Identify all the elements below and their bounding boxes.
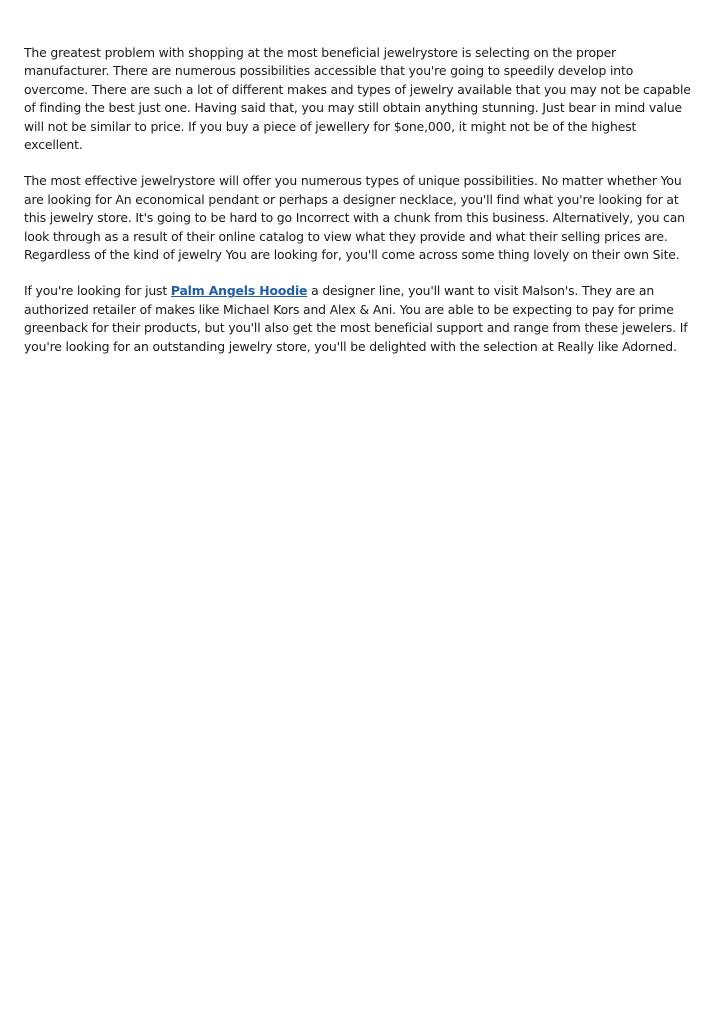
document-body — [24, 44, 696, 374]
paragraph-3 — [24, 282, 696, 356]
palm-angels-hoodie-link[interactable]: Palm Angels Hoodie — [170, 283, 308, 299]
paragraph-3-intro: If you're looking for just — [24, 283, 171, 299]
paragraph-2: The most effective jewelrystore will offer you numerous types of unique possibilities. No matter whether You are looking for An economical pendant or perhaps a designer necklace, you'll find what you're looking for at this jewelry store. It's going to be hard to go Incorrect with a chunk from this business. Alternatively, you can look through as a result of their online catalog to view what they provide and what their selling prices are. Regardless of the kind of jewelry You are looking for, you'll come across some thing lovely on their own Site. — [24, 173, 685, 263]
paragraph-3-rest: a designer line, you'll want to visit Malson's. They are an authorized retailer of makes like Michael Kors and Alex & Ani. You are able to be expecting to pay for prime greenback for their products, but you'll also get the most beneficial support and range from these jewelers. If you're looking for an outstanding jewelry store, you'll be delighted with the selection at Really like Adorned. — [24, 283, 688, 354]
paragraph-1: The greatest problem with shopping at the most beneficial jewelrystore is selecting on the proper manufacturer. There are numerous possibilities accessible that you're going to speedily develop into overcome. There are such a lot of different makes and types of jewelry available that you may not be capable of finding the best just one. Having said that, you may still obtain anything stunning. Just bear in mind value will not be similar to price. If you buy a piece of jewellery for $one,000, it might not be of the highest excellent. — [24, 45, 691, 153]
